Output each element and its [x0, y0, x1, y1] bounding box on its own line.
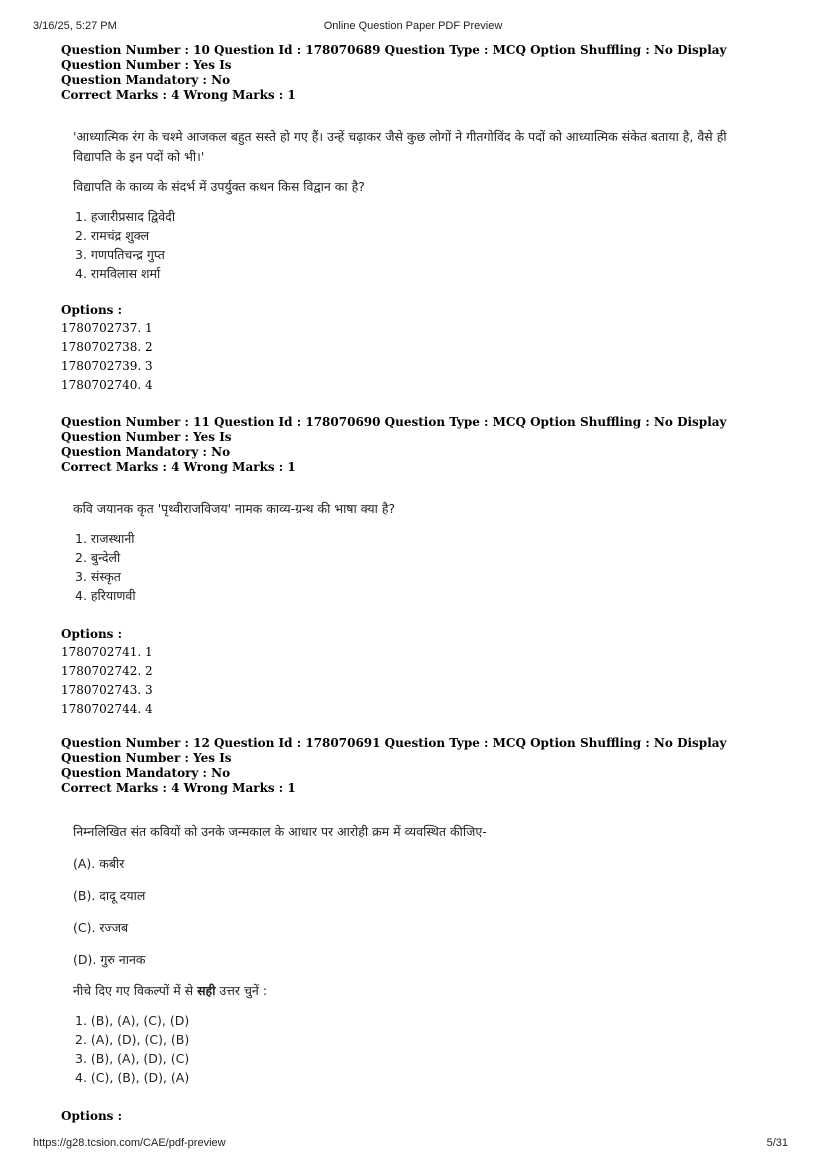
- question-marks: Correct Marks : 4 Wrong Marks : 1: [61, 460, 296, 474]
- choice-item: 2. बुन्देली: [75, 550, 121, 565]
- statement-item: (A). कबीर: [73, 856, 125, 871]
- instruction-text: [73, 981, 763, 1001]
- source-url[interactable]: https://g28.tcsion.com/CAE/pdf-preview: [33, 1137, 226, 1149]
- option-id: 1780702742. 2: [61, 664, 153, 678]
- question-body: [73, 127, 763, 283]
- option-id: 1780702737. 1: [61, 321, 153, 335]
- choice-item: 4. रामविलास शर्मा: [75, 266, 161, 281]
- question-meta-line1: Question Number : 12 Question Id : 178070691 Question Type : MCQ Option Shuffling : No Display Question Number : Yes Is: [61, 736, 727, 765]
- question-body: [73, 822, 763, 1087]
- question-block-10: [61, 43, 761, 395]
- statement-item: (B). दादू दयाल: [73, 888, 146, 903]
- option-id: 1780702744. 4: [61, 702, 153, 716]
- choice-list: [75, 1011, 763, 1087]
- instruction-pre: नीचे दिए गए विकल्पों में से: [73, 983, 198, 998]
- question-meta-line2: Question Mandatory : No: [61, 73, 231, 87]
- page-footer: [0, 1137, 826, 1151]
- options-heading: Options :: [61, 627, 123, 641]
- choice-item: 3. संस्कृत: [75, 569, 121, 584]
- page-header: [0, 20, 826, 34]
- question-meta: [61, 415, 761, 475]
- page-title: Online Question Paper PDF Preview: [323, 20, 503, 32]
- choice-item: 3. गणपतिचन्द्र गुप्त: [75, 247, 165, 262]
- choice-item: 2. रामचंद्र शुक्ल: [75, 228, 150, 243]
- choice-item: 3. (B), (A), (D), (C): [75, 1051, 190, 1066]
- question-passage: 'आध्यात्मिक रंग के चश्मे आजकल बहुत सस्ते हो गए हैं। उन्हें चढ़ाकर जैसे कुछ लोगों ने गीतगोविंद के पदों को आध्यात्मिक संकेत बताया है, वैसे ही विद्यापति के इन पदों को भी।': [73, 129, 727, 164]
- choice-item: 1. हजारीप्रसाद द्विवेदी: [75, 209, 176, 224]
- question-meta-line2: Question Mandatory : No: [61, 766, 231, 780]
- question-text: विद्यापति के काव्य के संदर्भ में उपर्युक्त कथन किस विद्वान का है?: [73, 179, 365, 194]
- instruction-post: उत्तर चुनें :: [215, 983, 268, 998]
- option-id: 1780702741. 1: [61, 645, 153, 659]
- instruction-emphasis: सही: [197, 983, 216, 998]
- choice-item: 2. (A), (D), (C), (B): [75, 1032, 190, 1047]
- question-text: कवि जयानक कृत 'पृथ्वीराजविजय' नामक काव्य-ग्रन्थ की भाषा क्या है?: [73, 501, 396, 516]
- question-body: [73, 499, 763, 605]
- question-marks: Correct Marks : 4 Wrong Marks : 1: [61, 88, 296, 102]
- question-block-11: [61, 415, 761, 719]
- option-id: 1780702738. 2: [61, 340, 153, 354]
- options-heading: Options :: [61, 1109, 123, 1123]
- choice-item: 4. हरियाणवी: [75, 588, 136, 603]
- option-id: 1780702739. 3: [61, 359, 153, 373]
- statement-item: (D). गुरु नानक: [73, 952, 146, 967]
- question-meta: [61, 736, 761, 796]
- choice-item: 4. (C), (B), (D), (A): [75, 1070, 190, 1085]
- choice-list: [75, 529, 763, 605]
- option-id: 1780702743. 3: [61, 683, 153, 697]
- question-marks: Correct Marks : 4 Wrong Marks : 1: [61, 781, 296, 795]
- choice-list: [75, 207, 763, 283]
- options-heading: Options :: [61, 303, 123, 317]
- option-id: 1780702740. 4: [61, 378, 153, 392]
- page-number: 5/31: [766, 1137, 788, 1149]
- question-meta-line1: Question Number : 10 Question Id : 178070689 Question Type : MCQ Option Shuffling : No Display Question Number : Yes Is: [61, 43, 727, 72]
- question-block-12: [61, 736, 761, 1123]
- question-text: निम्नलिखित संत कवियों को उनके जन्मकाल के आधार पर आरोही क्रम में व्यवस्थित कीजिए-: [73, 824, 487, 839]
- print-datetime: 3/16/25, 5:27 PM: [33, 20, 117, 32]
- question-meta: [61, 43, 761, 103]
- statement-item: (C). रज्जब: [73, 920, 129, 935]
- question-meta-line1: Question Number : 11 Question Id : 178070690 Question Type : MCQ Option Shuffling : No Display Question Number : Yes Is: [61, 415, 727, 444]
- choice-item: 1. राजस्थानी: [75, 531, 135, 546]
- question-meta-line2: Question Mandatory : No: [61, 445, 231, 459]
- choice-item: 1. (B), (A), (C), (D): [75, 1013, 190, 1028]
